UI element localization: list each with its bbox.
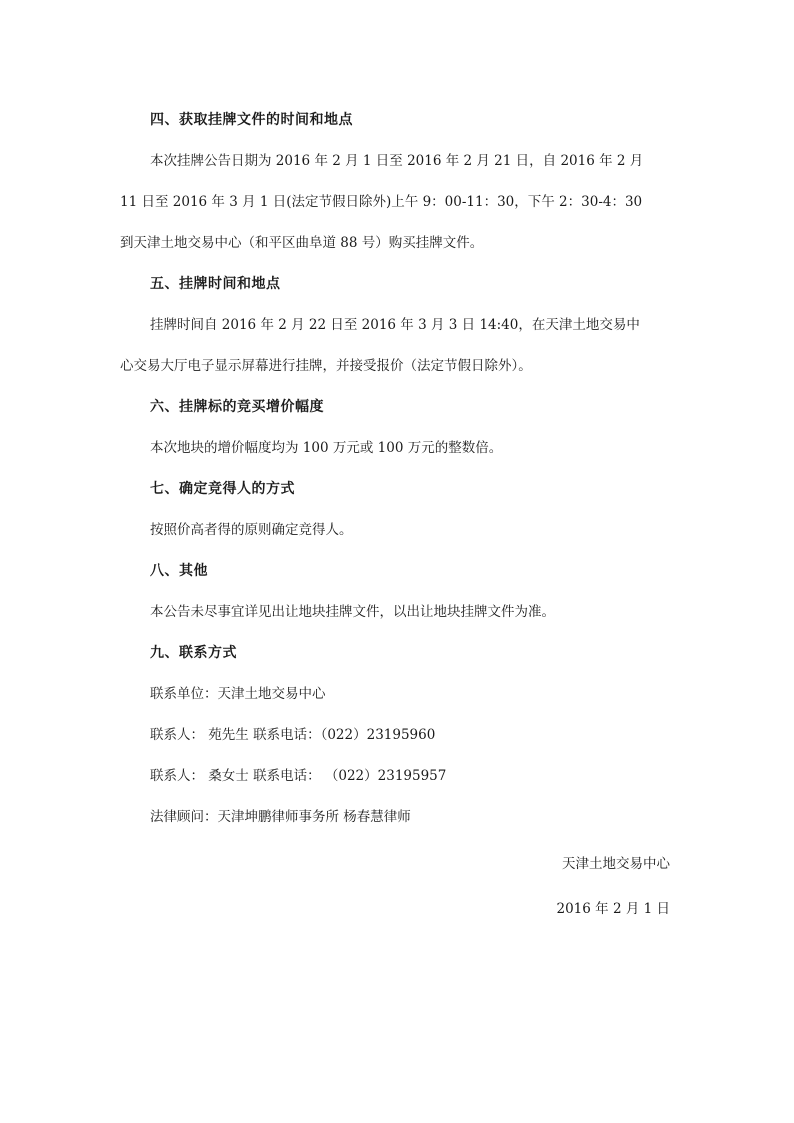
section-heading-8: 八、其他 [150, 563, 208, 579]
section-paragraph-4 [120, 141, 680, 264]
section-heading-6: 六、挂牌标的竞买增价幅度 [150, 399, 324, 415]
signature-date: 2016 年 2 月 1 日 [556, 901, 670, 917]
paragraph-line: 11 日至 2016 年 3 月 1 日(法定节假日除外)上午 9：00-11：30，下午 2：30-4：30 [120, 194, 643, 210]
paragraph-line: 挂牌时间自 2016 年 2 月 22 日至 2016 年 3 月 3 日 14:40，在天津土地交易中 [150, 317, 640, 333]
section-paragraph-8: 本公告未尽事宜详见出让地块挂牌文件，以出让地块挂牌文件为准。 [150, 604, 555, 620]
section-heading-5: 五、挂牌时间和地点 [150, 276, 281, 292]
paragraph-line: 心交易大厅电子显示屏幕进行挂牌，并接受报价（法定节假日除外）。 [120, 358, 532, 374]
signature-organization: 天津土地交易中心 [562, 856, 670, 872]
paragraph-line: 到天津土地交易中心（和平区曲阜道 88 号）购买挂牌文件。 [120, 235, 484, 251]
section-paragraph-5 [120, 305, 680, 387]
section-paragraph-6: 本次地块的增价幅度均为 100 万元或 100 万元的整数倍。 [150, 440, 503, 456]
section-heading-4: 四、获取挂牌文件的时间和地点 [150, 112, 353, 128]
legal-advisor: 法律顾问：天津坤鹏律师事务所 杨春慧律师 [150, 809, 411, 825]
section-heading-7: 七、确定竞得人的方式 [150, 481, 295, 497]
contact-unit: 联系单位：天津土地交易中心 [150, 686, 326, 702]
section-heading-9: 九、联系方式 [150, 645, 237, 661]
document-body [120, 100, 680, 838]
contact-person-2: 联系人： 桑女士 联系电话： （022）23195957 [150, 768, 447, 784]
contact-person-1: 联系人： 苑先生 联系电话：（022）23195960 [150, 727, 436, 743]
paragraph-line: 本次挂牌公告日期为 2016 年 2 月 1 日至 2016 年 2 月 21 日，自 2016 年 2 月 [150, 153, 644, 169]
section-paragraph-7: 按照价高者得的原则确定竞得人。 [150, 522, 353, 538]
